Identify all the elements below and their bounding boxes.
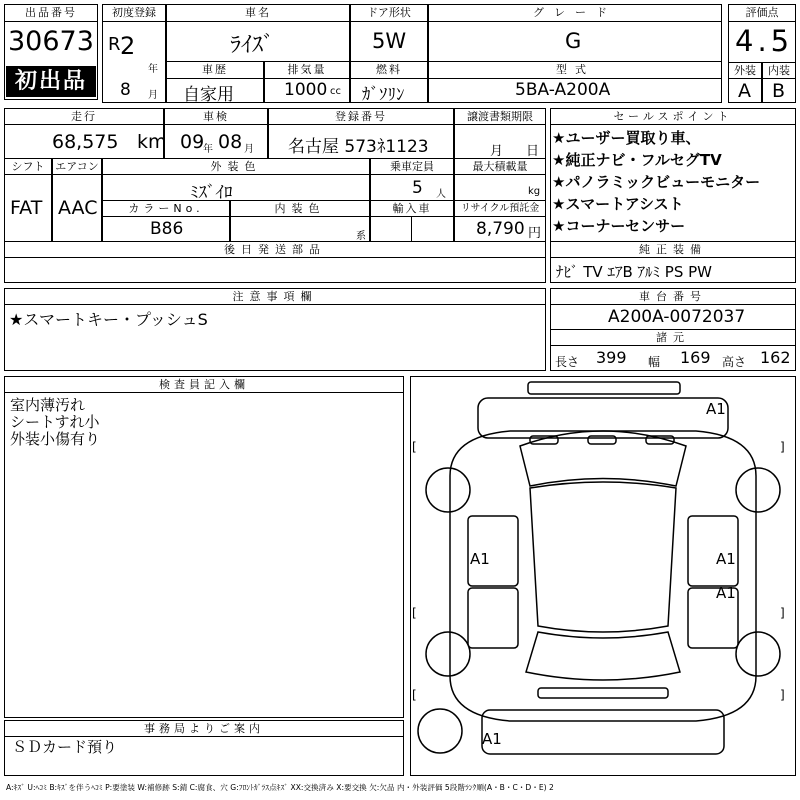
capacity-label: 乗車定員 (370, 158, 454, 175)
color-no-value: B86 (150, 219, 184, 239)
sales-point-item: ★ユーザー買取り車、 (552, 129, 701, 147)
diagram-bracket: [ (412, 606, 417, 620)
rating-label: 評価点 (728, 4, 796, 22)
sales-point-item: ★スマートアシスト (552, 195, 684, 213)
diagram-bracket: [ (412, 440, 417, 454)
spare-wheel (418, 709, 462, 753)
first-reg-month: 8 (120, 80, 131, 100)
recycle-label: リサイクル預託金 (454, 200, 546, 217)
specs-label: 諸元 (550, 329, 796, 346)
import-label: 輸入車 (370, 200, 454, 217)
inspection-label: 車検 (164, 108, 268, 125)
damage-mark: A1 (706, 400, 726, 418)
model-value: 5BA-A200A (515, 80, 611, 100)
legend-text: A:ｷｽﾞ U:ﾍｺﾐ B:ｷｽﾞを伴うﾍｺﾐ P:要塗装 W:補修跡 S:錆 C:腐食、穴 G:ﾌﾛﾝﾄｶﾞﾗｽ点ｷｽﾞ XX:交換済み X:要交換 欠:欠品 内・外装評価 5段階ﾗﾝｸ順(A・B・C・D・E) 2 (6, 783, 554, 792)
fuel-label: 燃料 (350, 61, 428, 79)
interior-color-cell (230, 216, 370, 242)
capacity-value: 5 (412, 178, 423, 198)
lot-label: 出品番号 (4, 4, 98, 22)
later-parts-label: 後日発送部品 (4, 241, 546, 258)
history-label: 車歴 (166, 61, 264, 79)
recycle-value: 8,790 (476, 219, 525, 239)
fuel-value: ｶﾞｿﾘﾝ (362, 85, 405, 105)
width-value: 169 (680, 348, 711, 367)
int-rating: B (772, 80, 786, 102)
damage-mark: A1 (716, 550, 736, 568)
first-reg-era: R (108, 34, 121, 55)
sales-points-label: セールスポイント (550, 108, 796, 125)
height-value: 162 (760, 348, 791, 367)
exterior-color-value: ﾐｽﾞｲﾛ (190, 183, 233, 203)
diagram-bracket: ] (780, 688, 785, 702)
inspection-year-unit: 年 (203, 144, 213, 155)
aircon-value: AAC (58, 197, 98, 219)
displacement-unit: cc (330, 86, 341, 97)
wheel-right-rear (736, 632, 780, 676)
shift-label: シフト (4, 158, 52, 175)
color-no-label: カラーNo. (102, 200, 230, 217)
first-reg-year: 2 (120, 32, 136, 60)
wheel-left-front (426, 468, 470, 512)
exterior-color-cell (102, 174, 370, 201)
recycle-unit: 円 (528, 226, 542, 241)
displacement-value: 1000 (284, 80, 328, 100)
sales-point-item: ★パノラミックビューモニター (552, 173, 761, 191)
history-value: 自家用 (183, 85, 234, 105)
length-value: 399 (596, 348, 627, 367)
aircon-label: エアコン (52, 158, 102, 175)
grade-value: G (565, 29, 582, 53)
sales-point-item: ★コーナーセンサー (552, 217, 686, 235)
mileage-unit: km (137, 131, 167, 153)
inspector-label: 検査員記入欄 (4, 376, 404, 393)
car-name-label: 車名 (166, 4, 350, 22)
transfer-label: 譲渡書類期限 (454, 108, 546, 125)
rear-window-shape (526, 632, 680, 680)
plate-label: 登録番号 (268, 108, 454, 125)
later-parts-cell (4, 257, 546, 283)
height-label: 高さ (722, 355, 747, 369)
damage-mark: A1 (470, 550, 490, 568)
door-value: 5W (372, 29, 407, 53)
office-value: ＳＤカード預り (12, 738, 118, 756)
plate-value: 名古屋 573ﾈ1123 (288, 137, 429, 157)
interior-color-label: 内装色 (230, 200, 370, 217)
equipment-label: 純正装備 (550, 241, 796, 258)
ext-rating-label: 外装 (728, 62, 762, 79)
damage-mark: A1 (482, 730, 502, 748)
chassis-label: 車台番号 (550, 288, 796, 305)
first-reg-label: 初度登録 (102, 4, 166, 22)
first-reg-month-unit: 月 (148, 90, 158, 101)
int-rating-label: 内装 (762, 62, 796, 79)
grade-label: グレード (428, 4, 722, 22)
max-load-unit: kg (528, 186, 541, 197)
office-label: 事務局よりご案内 (4, 720, 404, 737)
transfer-month-unit: 月 (490, 144, 504, 159)
chassis-value: A200A-0072037 (608, 307, 746, 327)
inspector-note: シートすれ小 (10, 413, 100, 431)
rear-bumper-shape (538, 688, 668, 698)
left-rear-door (468, 588, 518, 648)
tailgate-shape (482, 710, 724, 754)
length-label: 長さ (555, 355, 580, 369)
car-name-value: ﾗｲｽﾞ (230, 33, 275, 58)
shift-value: FAT (10, 197, 43, 219)
transfer-day-unit: 日 (526, 144, 540, 159)
interior-color-unit: 系 (356, 231, 366, 242)
inspector-note: 室内薄汚れ (10, 396, 86, 414)
hood-shape (478, 398, 728, 438)
caution-value: ★スマートキー・プッシュS (9, 310, 208, 329)
door-label: ドア形状 (350, 4, 428, 22)
model-label: 型式 (428, 61, 722, 79)
first-listing-badge: 初出品 (6, 66, 96, 97)
first-reg-year-unit: 年 (148, 64, 158, 75)
import-cell-b (411, 216, 454, 242)
inspection-month-unit: 月 (244, 144, 254, 155)
mileage-value: 68,575 (52, 131, 119, 153)
lot-number: 30673 (8, 26, 94, 57)
inspection-year: 09 (180, 131, 205, 153)
max-load-label: 最大積載量 (454, 158, 546, 175)
import-cell-a (370, 216, 412, 242)
width-label: 幅 (648, 355, 661, 369)
car-diagram (410, 376, 796, 776)
rating-value: 4.5 (735, 24, 794, 58)
body-outline (450, 431, 756, 721)
wheel-right-front (736, 468, 780, 512)
sales-point-item: ★純正ナビ・フルセグTV (552, 151, 722, 169)
wheel-left-rear (426, 632, 470, 676)
diagram-bracket: ] (780, 606, 785, 620)
diagram-bracket: ] (780, 440, 785, 454)
exterior-color-label: 外装色 (102, 158, 370, 175)
grille-slot (588, 436, 616, 444)
damage-mark: A1 (716, 584, 736, 602)
displacement-label: 排気量 (264, 61, 350, 79)
front-bumper-shape (528, 382, 680, 394)
diagram-bracket: [ (412, 688, 417, 702)
windshield-shape (520, 431, 686, 486)
inspector-note: 外装小傷有り (10, 430, 101, 448)
capacity-unit: 人 (436, 189, 446, 200)
mileage-label: 走行 (4, 108, 164, 125)
caution-label: 注意事項欄 (4, 288, 546, 305)
equipment-value: ﾅﾋﾞ TV ｴｱB ｱﾙﾐ PS PW (556, 263, 712, 281)
ext-rating: A (738, 80, 751, 102)
inspection-month: 08 (218, 131, 243, 153)
roof-shape (530, 482, 676, 632)
grille-slot (530, 436, 558, 444)
